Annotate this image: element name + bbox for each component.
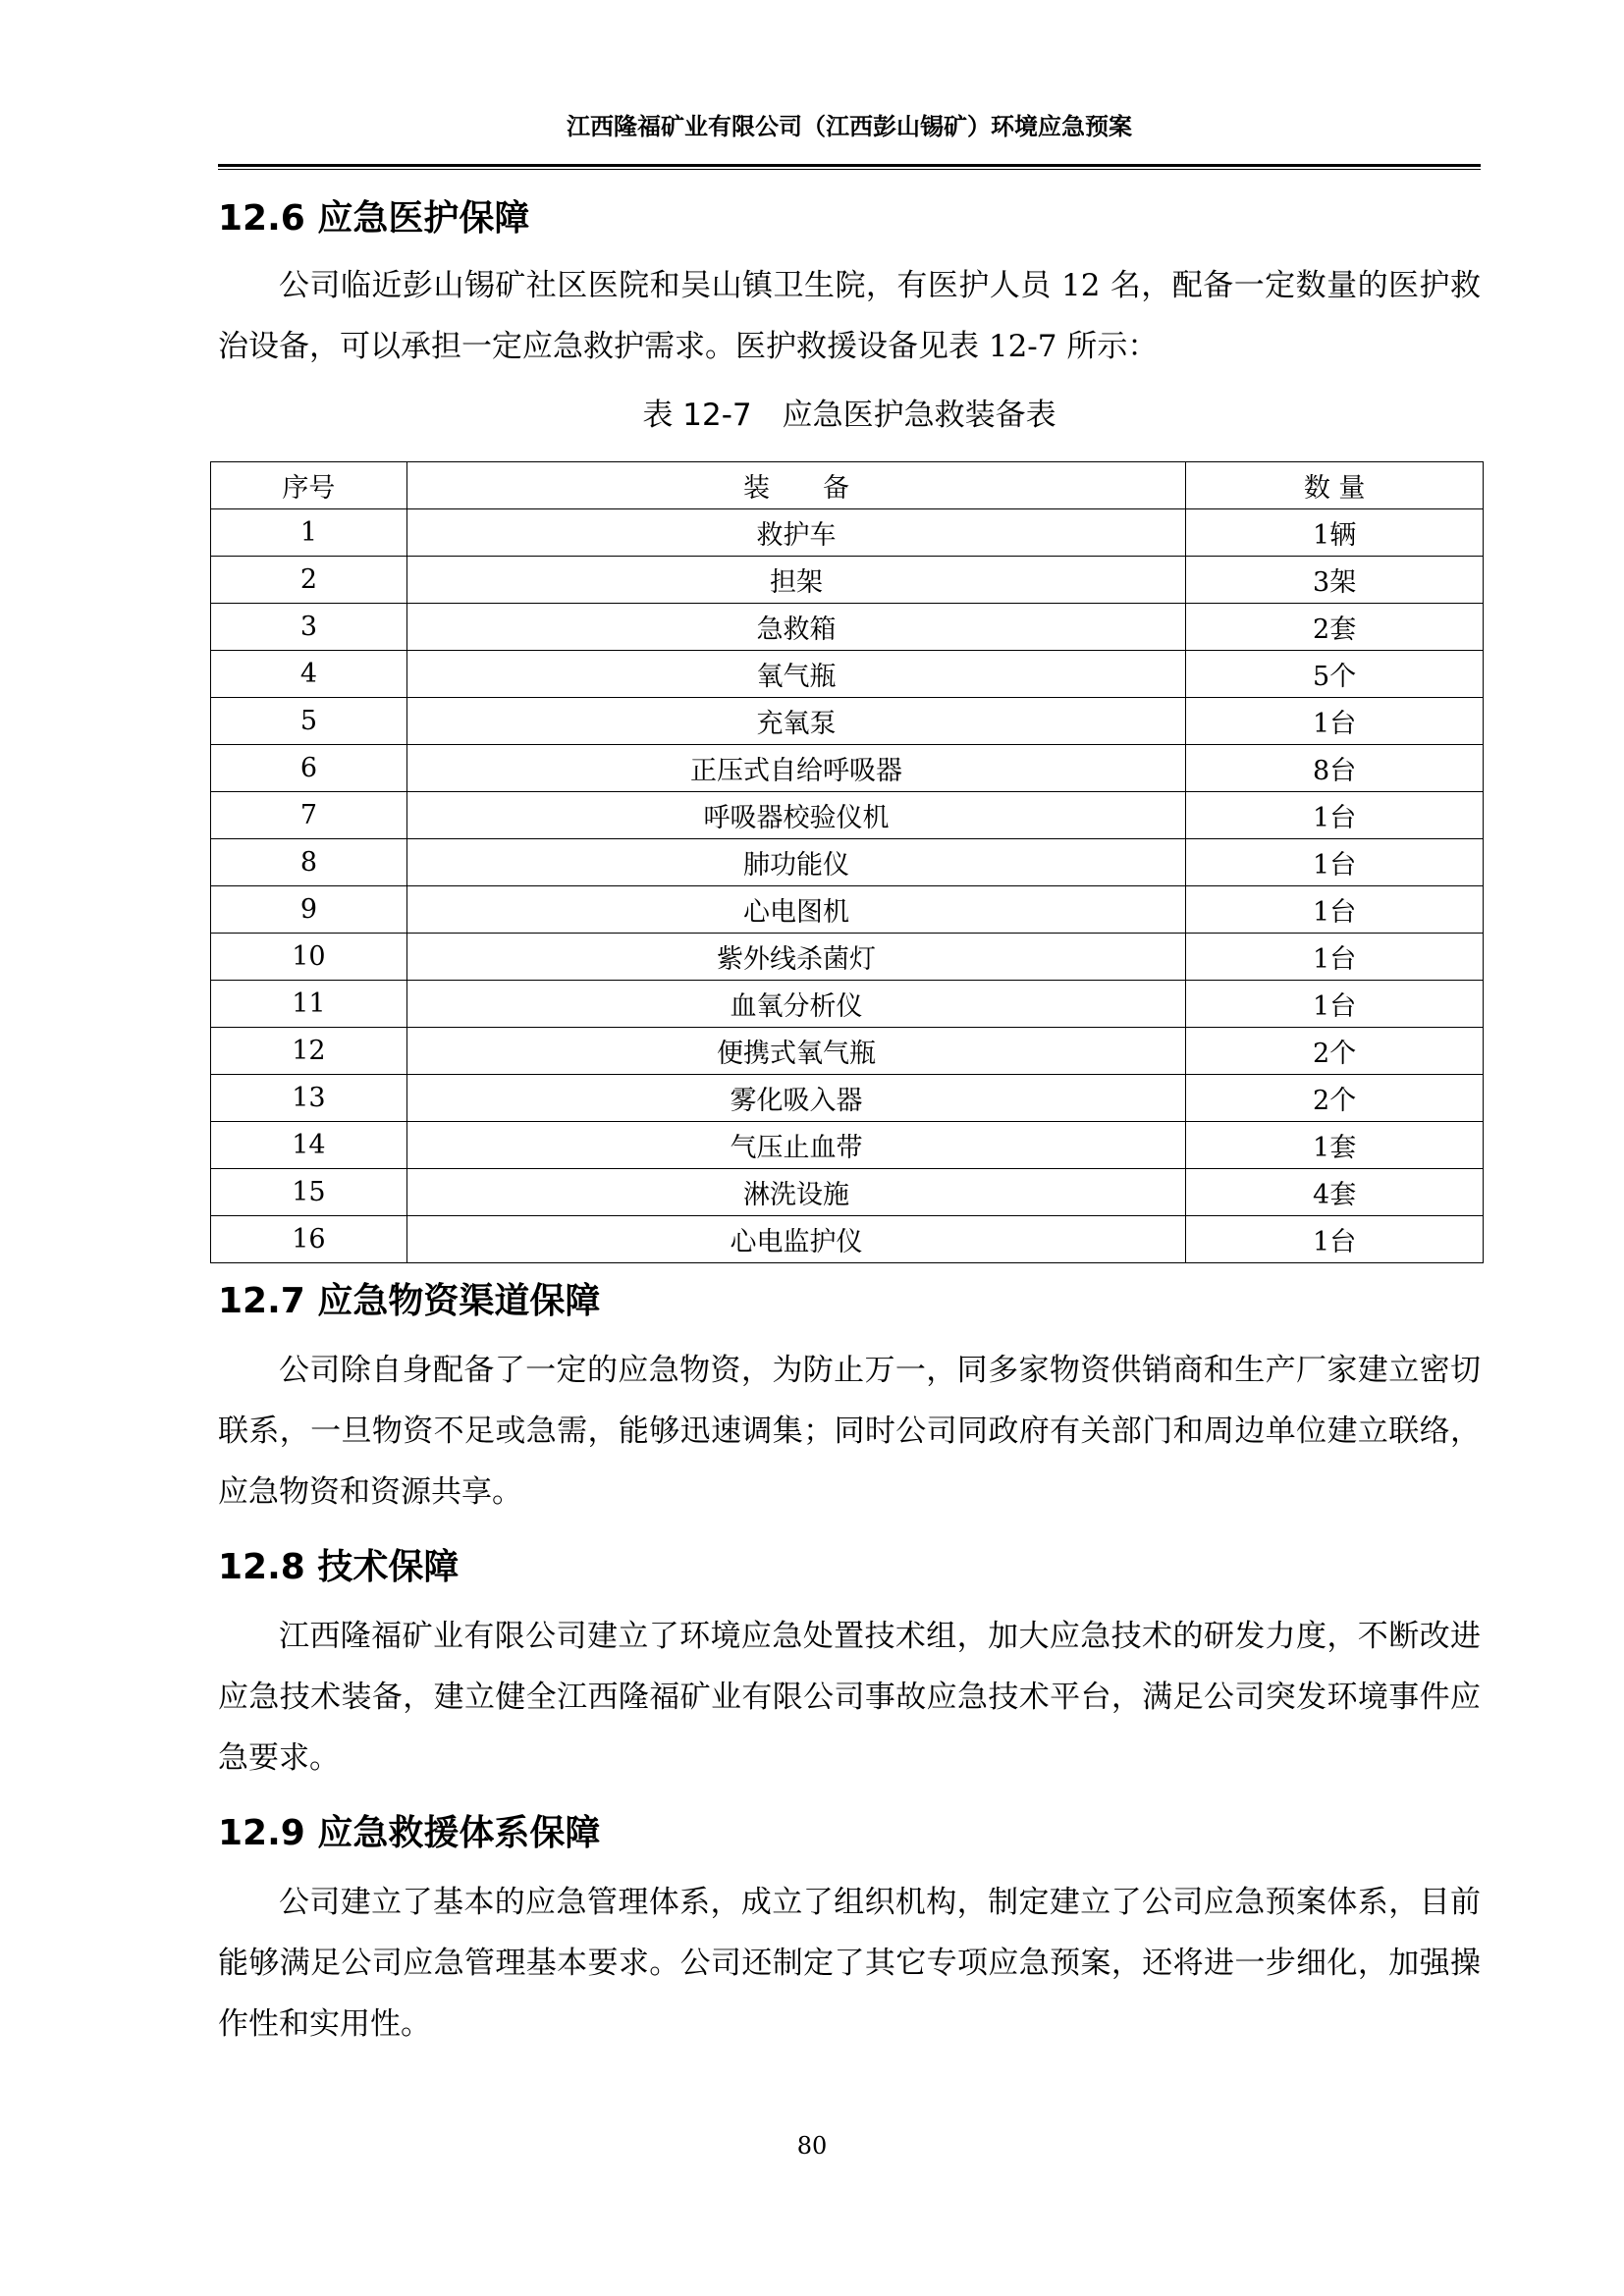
cell-equipment: 气压止血带: [406, 1122, 1185, 1169]
cell-equipment: 心电监护仪: [406, 1216, 1185, 1263]
cell-quantity: 1台: [1186, 886, 1484, 934]
cell-no: 1: [211, 509, 407, 557]
table-row: [211, 509, 1484, 557]
cell-equipment: 呼吸器校验仪机: [406, 792, 1185, 839]
table-header-row: [211, 462, 1484, 509]
cell-quantity: 8台: [1186, 745, 1484, 792]
table-body: [211, 509, 1484, 1263]
column-header-equipment: 装 备: [406, 462, 1185, 509]
table-row: [211, 1216, 1484, 1263]
cell-equipment: 肺功能仪: [406, 839, 1185, 886]
cell-no: 8: [211, 839, 407, 886]
running-header: 江西隆福矿业有限公司（江西彭山锡矿）环境应急预案: [567, 113, 1132, 140]
cell-no: 5: [211, 698, 407, 745]
cell-quantity: 1台: [1186, 839, 1484, 886]
section-paragraph-12-6: 公司临近彭山锡矿社区医院和吴山镇卫生院，有医护人员 12 名，配备一定数量的医护救治设备，可以承担一定应急救护需求。医护救援设备见表 12-7 所示：: [218, 268, 1481, 364]
cell-quantity: 1台: [1186, 698, 1484, 745]
page-number: 80: [796, 2132, 828, 2160]
table-row: [211, 745, 1484, 792]
section-paragraph-12-9: 公司建立了基本的应急管理体系，成立了组织机构，制定建立了公司应急预案体系，目前能够满足公司应急管理基本要求。公司还制定了其它专项应急预案，还将进一步细化，加强操作性和实用性。: [218, 1885, 1481, 2042]
cell-no: 12: [211, 1028, 407, 1075]
section-heading-12-7: 12.7 应急物资渠道保障: [218, 1281, 601, 1321]
cell-quantity: 3架: [1186, 557, 1484, 604]
table-row: [211, 792, 1484, 839]
cell-equipment: 雾化吸入器: [406, 1075, 1185, 1122]
cell-no: 13: [211, 1075, 407, 1122]
section-heading-12-9: 12.9 应急救援体系保障: [218, 1813, 601, 1853]
table-row: [211, 698, 1484, 745]
cell-equipment: 担架: [406, 557, 1185, 604]
cell-quantity: 1台: [1186, 934, 1484, 981]
header-rule: [218, 164, 1481, 167]
column-header-no: 序号: [211, 462, 407, 509]
table-row: [211, 839, 1484, 886]
cell-no: 7: [211, 792, 407, 839]
cell-no: 16: [211, 1216, 407, 1263]
section-paragraph-12-8: 江西隆福矿业有限公司建立了环境应急处置技术组，加大应急技术的研发力度，不断改进应急技术装备，建立健全江西隆福矿业有限公司事故应急技术平台，满足公司突发环境事件应急要求。: [218, 1619, 1481, 1776]
cell-quantity: 1套: [1186, 1122, 1484, 1169]
section-heading-12-8: 12.8 技术保障: [218, 1547, 460, 1587]
table-row: [211, 1075, 1484, 1122]
cell-equipment: 充氧泵: [406, 698, 1185, 745]
cell-quantity: 5个: [1186, 651, 1484, 698]
table-row: [211, 651, 1484, 698]
table-row: [211, 1028, 1484, 1075]
cell-quantity: 1台: [1186, 792, 1484, 839]
cell-equipment: 正压式自给呼吸器: [406, 745, 1185, 792]
cell-quantity: 4套: [1186, 1169, 1484, 1216]
section-heading-12-6: 12.6 应急医护保障: [218, 198, 530, 239]
table-row: [211, 1122, 1484, 1169]
cell-no: 6: [211, 745, 407, 792]
table-row: [211, 557, 1484, 604]
column-header-quantity: 数 量: [1186, 462, 1484, 509]
cell-equipment: 急救箱: [406, 604, 1185, 651]
cell-equipment: 紫外线杀菌灯: [406, 934, 1185, 981]
cell-no: 15: [211, 1169, 407, 1216]
cell-equipment: 氧气瓶: [406, 651, 1185, 698]
equipment-table: [210, 461, 1484, 1263]
table-row: [211, 1169, 1484, 1216]
cell-quantity: 1辆: [1186, 509, 1484, 557]
cell-quantity: 2个: [1186, 1028, 1484, 1075]
cell-equipment: 心电图机: [406, 886, 1185, 934]
table-caption: 表 12-7 应急医护急救装备表: [642, 398, 1056, 433]
cell-equipment: 血氧分析仪: [406, 981, 1185, 1028]
cell-equipment: 淋洗设施: [406, 1169, 1185, 1216]
table-row: [211, 604, 1484, 651]
cell-no: 14: [211, 1122, 407, 1169]
cell-quantity: 2套: [1186, 604, 1484, 651]
cell-no: 4: [211, 651, 407, 698]
table-row: [211, 886, 1484, 934]
cell-equipment: 救护车: [406, 509, 1185, 557]
cell-no: 3: [211, 604, 407, 651]
header-rule-thin: [218, 169, 1481, 170]
cell-equipment: 便携式氧气瓶: [406, 1028, 1185, 1075]
cell-no: 9: [211, 886, 407, 934]
table-row: [211, 934, 1484, 981]
cell-no: 2: [211, 557, 407, 604]
cell-no: 11: [211, 981, 407, 1028]
cell-quantity: 1台: [1186, 981, 1484, 1028]
cell-quantity: 2个: [1186, 1075, 1484, 1122]
cell-no: 10: [211, 934, 407, 981]
cell-quantity: 1台: [1186, 1216, 1484, 1263]
section-paragraph-12-7: 公司除自身配备了一定的应急物资，为防止万一，同多家物资供销商和生产厂家建立密切联系，一旦物资不足或急需，能够迅速调集；同时公司同政府有关部门和周边单位建立联络，应急物资和资源共享。: [218, 1353, 1481, 1510]
table-row: [211, 981, 1484, 1028]
